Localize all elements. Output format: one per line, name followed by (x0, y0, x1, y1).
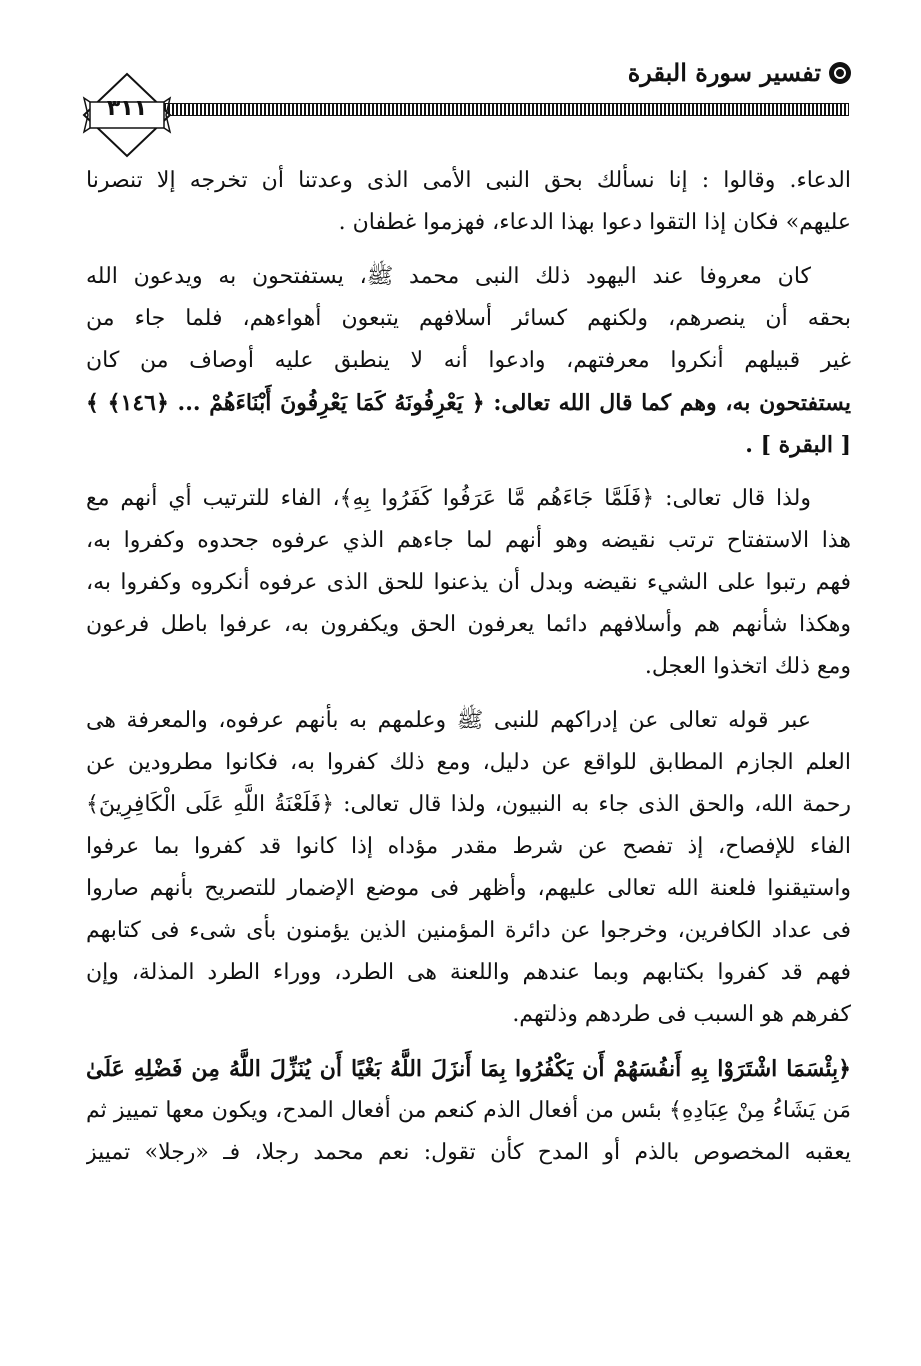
text-line: الدعاء. وقالوا : إنا نسألك بحق النبى الأمى الذى وعدتنا أن تخرجه إلا تنصرنا (86, 168, 851, 193)
paragraph (86, 700, 851, 1036)
paragraph (86, 256, 851, 466)
text-line: فى عداد الكافرين، وخرجوا عن دائرة المؤمنين الذين يؤمنون بأى شىء فى كتابهم (86, 918, 851, 943)
text-line: واستيقنوا فلعنة الله تعالى عليهم، وأظهر فى موضع الإضمار للتصريح بأنهم صاروا (86, 876, 851, 901)
text-line: الفاء للإفصاح، إذ تفصح عن شرط مقدر مؤداه إذا كانوا قد كفروا بما عرفوا (86, 834, 851, 859)
header-ornament-icon (829, 62, 851, 84)
body-text (86, 160, 851, 1174)
paragraph (86, 478, 851, 688)
running-header (628, 58, 851, 87)
text-line: يعقبه المخصوص بالذم أو المدح كأن تقول: نعم محمد رجلا، فـ «رجلا» تمييز (86, 1140, 851, 1165)
text-line: ولذا قال تعالى: ﴿فَلَمَّا جَاءَهُم مَّا عَرَفُوا كَفَرُوا بِهِ﴾، الفاء للترتيب أي أنهم مع (86, 486, 811, 511)
text-line: يستفتحون به، وهم كما قال الله تعالى: ﴿ يَعْرِفُونَهُ كَمَا يَعْرِفُونَ أَبْنَاءَهُمْ ... ﴿١٤٦﴾ ﴾ (86, 390, 851, 416)
text-line: كان معروفا عند اليهود ذلك النبى محمد ﷺ، يستفتحون به ويدعون الله (86, 264, 811, 289)
text-line: كفرهم هو السبب فى طردهم وذلتهم. (512, 1002, 851, 1027)
text-line: ومع ذلك اتخذوا العجل. (644, 654, 851, 679)
text-line: عليهم» فكان إذا التقوا دعوا بهذا الدعاء، فهزموا غطفان . (338, 210, 851, 235)
header-rule (160, 103, 849, 116)
text-line: رحمة الله، والحق الذى جاء به النبيون، ولذا قال تعالى: ﴿فَلَعْنَةُ اللَّهِ عَلَى الْكَافِرِينَ﴾ (86, 792, 851, 817)
paragraph (86, 160, 851, 244)
text-line: بحقه أن ينصرهم، ولكنهم كسائر أسلافهم يتبعون أهواءهم، فلما جاء من (86, 306, 851, 331)
text-line: غير قبيلهم أنكروا معرفتهم، وادعوا أنه لا ينطبق عليه أوصاف من كان (86, 348, 851, 373)
text-line: هذا الاستفتاح ترتب نقيضه وهو أنهم لما جاءهم الذي عرفوه جحدوه وكفروا به، (86, 528, 851, 553)
text-line: مَن يَشَاءُ مِنْ عِبَادِهِ﴾ بئس من أفعال الذم كنعم من أفعال المدح، ويكون معها تمييز ثم (86, 1098, 851, 1123)
header-title: تفسير سورة البقرة (627, 58, 821, 87)
text-line: ﴿بِئْسَمَا اشْتَرَوْا بِهِ أَنفُسَهُمْ أَن يَكْفُرُوا بِمَا أَنزَلَ اللَّهُ بَغْيًا أَن يُنَزِّلَ اللَّهُ مِن فَضْلِهِ عَلَىٰ (86, 1056, 851, 1082)
text-line: [ البقرة ] . (745, 432, 851, 458)
text-line: فهم رتبوا على الشيء نقيضه وبدل أن يذعنوا للحق الذى عرفوه أنكروه وكفروا به، (86, 570, 851, 595)
text-line: العلم الجازم المطابق للواقع عن دليل، ومع ذلك كفروا به، فكانوا مطرودين عن (86, 750, 851, 775)
page-number: ٣١١ (106, 96, 148, 121)
text-line: عبر قوله تعالى عن إدراكهم للنبى ﷺ وعلمهم به بأنهم عرفوه، والمعرفة هى (86, 708, 811, 733)
text-line: وهكذا شأنهم هم وأسلافهم دائما يعرفون الحق ويكفرون به، عرفوا باطل فرعون (86, 612, 851, 637)
paragraph (86, 1048, 851, 1174)
text-line: فهم قد كفروا بكتابهم وبما عندهم واللعنة هى الطرد، ووراء الطرد المذلة، وإن (86, 960, 851, 985)
